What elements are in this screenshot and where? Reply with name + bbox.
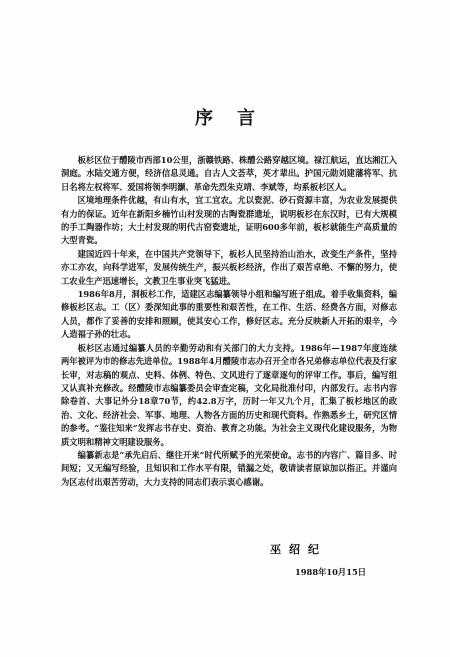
paragraph-5: 板杉区志通过编纂人员的辛勤劳动和有关部门的大力支持。1986年—1987年度连续两年被评为市的修志先进单位。1988年4月醴陵市志办召开全市各兄弟修志单位代表及行家长审，对志稿的观点、史料、体例、特色、文风进行了逐章逐句的评审工作。事后，编写组又认真补充修改。经醴陵市志编纂委员会审查定稿，文化局批准付印，内部发行。志书内容除卷首、大事记外分18章70节，约42.8万字，历时一年又九个月，汇集了板杉地区的政治、文化、经济社会、军事、地理、人物各方面的历史和现代资料。作熟悉乡土，研究区情的参考。“鉴往知来”发挥志书存史、资治、教育之功能。为社会主义现代化建设服务，为物质文明和精神文明建设服务。 <box>61 342 397 447</box>
author-signature: 巫绍纪 <box>270 543 327 556</box>
signature-date: 1988年10月15日 <box>295 567 367 577</box>
paragraph-2: 区境地理条件优越，有山有水，宜工宜农。尤以瓷泥、砂石资源丰富，为农业发展提供有力的保证。近年在新阳乡楠竹山村发现的古陶瓷群遗址，说明板杉在东汉时，已有大规模的手工陶器作坊；大土村发现的明代古窑瓷遗址，证明600多年前，板杉就能生产高质量的大型青瓷。 <box>61 195 397 246</box>
paragraph-3: 建国近四十年来，在中国共产党领导下，板杉人民坚持治山治水，改变生产条件，坚持亦工亦农，向科学进军，发展传统生产，振兴板杉经济，作出了艰苦卓绝、不懈的努力，使工农业生产迅速增长，文教卫生事业突飞猛进。 <box>61 248 397 286</box>
paragraph-1: 板杉区位于醴陵市西部10公里，浙赣铁路、株醴公路穿越区境。禄江航运，直达湘江入洞庭。水陆交通方便，经济信息灵通。自古人文荟萃，英才辈出。护国元勋刘建藩将军、抗日名将左权将军、爱国将领李明灏、革命先烈朱克靖、李斌等，均系板杉区人。 <box>61 155 397 192</box>
paragraph-4: 1986年8月，洞板杉工作，适建区志编纂领导小组和编写班子组成。着手收集资料，编修板杉区志。工（区）委深知此事的重要性和艰苦性，在工作、生活、经费各方面，对修志人员，都作了妥善的安排和照顾，使其安心工作，修好区志。充分反映新人开拓的艰辛，今人造福子孙的壮志。 <box>61 289 397 340</box>
paragraph-6: 编纂新志是“承先启后、继往开来”时代所赋予的光荣使命。志书的内容广、篇目多、时间短；又无编写经验，且知识和工作水平有限，错漏之处，敬请读者原谅加以指正。并谨向为区志付出艰苦劳动，大力支持的同志们表示衷心感谢。 <box>61 449 397 487</box>
preface-body <box>61 154 397 489</box>
page-title: 序言 <box>195 108 279 129</box>
